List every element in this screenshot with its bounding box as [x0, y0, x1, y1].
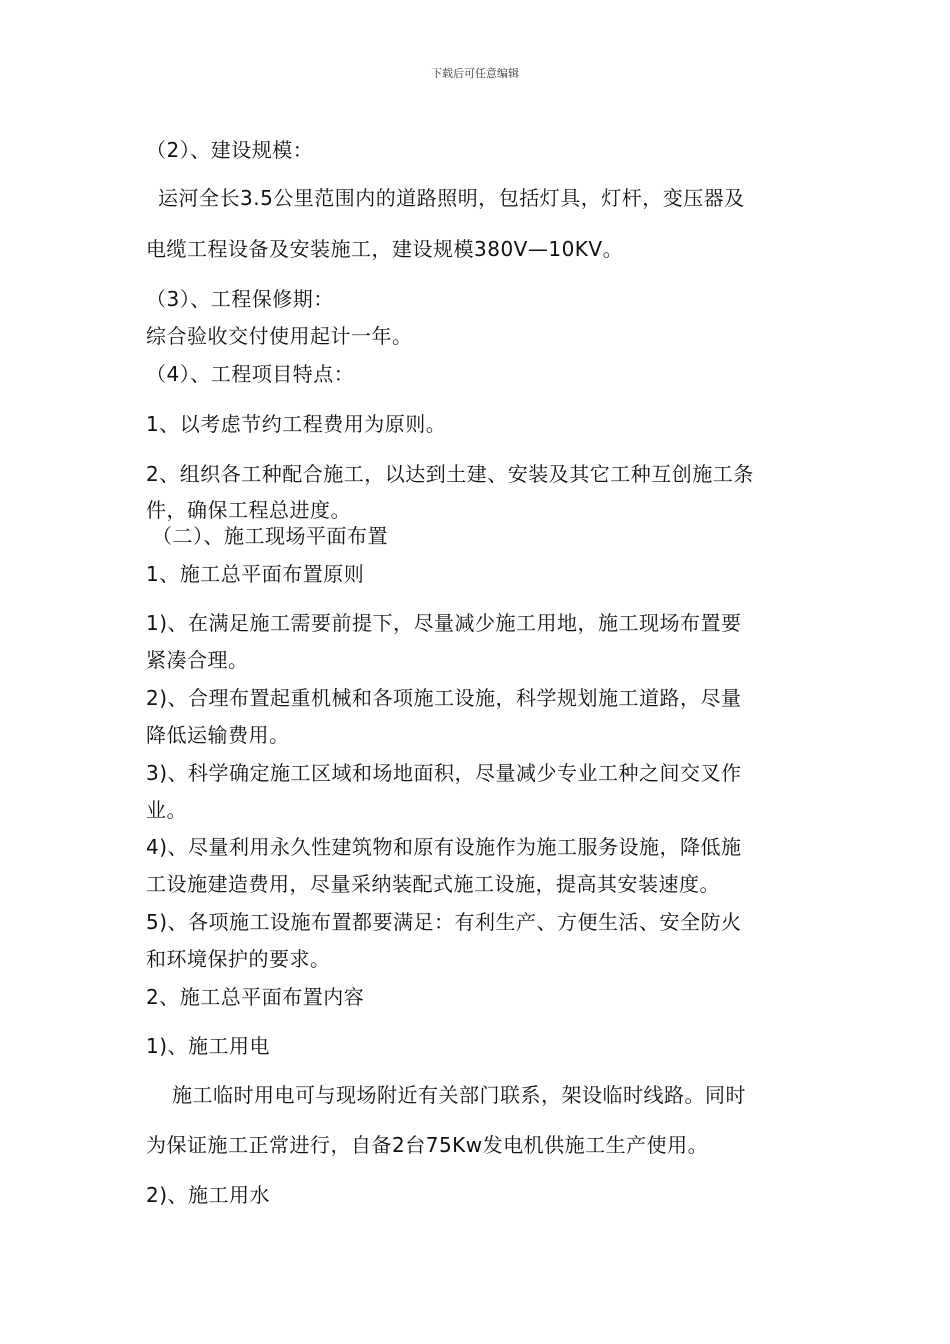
paragraph-line: 运河全长3.5公里范围内的道路照明，包括灯具，灯杆，变压器及	[158, 186, 745, 210]
paragraph-heading-scale: （2）、建设规模：	[146, 138, 314, 162]
paragraph-heading-power: 1)、施工用电	[146, 1034, 271, 1058]
paragraph-line: 综合验收交付使用起计一年。	[146, 324, 413, 348]
paragraph-line: 5)、各项施工设施布置都要满足：有利生产、方便生活、安全防火	[146, 910, 742, 934]
section-heading-site-layout: （二）、施工现场平面布置	[152, 524, 388, 548]
paragraph-heading-water: 2)、施工用水	[146, 1183, 271, 1207]
paragraph-line: 工设施建造费用，尽量采纳装配式施工设施，提高其安装速度。	[146, 872, 720, 896]
paragraph-line: 降低运输费用。	[146, 723, 290, 747]
paragraph-line: 1、以考虑节约工程费用为原则。	[146, 412, 447, 436]
paragraph-heading-features: （4）、工程项目特点：	[146, 362, 355, 386]
paragraph-line: 2、组织各工种配合施工，以达到土建、安装及其它工种互创施工条	[146, 462, 754, 486]
paragraph-line: 件，确保工程总进度。	[146, 498, 351, 522]
paragraph-line: 业。	[146, 798, 187, 822]
paragraph-line: 电缆工程设备及安装施工，建设规模380V—10KV。	[146, 237, 624, 261]
paragraph-line: 4)、尽量利用永久性建筑物和原有设施作为施工服务设施，降低施	[146, 835, 742, 859]
paragraph-line: 和环境保护的要求。	[146, 947, 331, 971]
paragraph-heading-contents: 2、施工总平面布置内容	[146, 985, 365, 1009]
paragraph-line: 紧凑合理。	[146, 648, 249, 672]
paragraph-line: 施工临时用电可与现场附近有关部门联系，架设临时线路。同时	[172, 1083, 746, 1107]
paragraph-heading-principles: 1、施工总平面布置原则	[146, 562, 365, 586]
paragraph-line: 3)、科学确定施工区域和场地面积，尽量减少专业工种之间交叉作	[146, 761, 742, 785]
paragraph-line: 为保证施工正常进行，自备2台75Kw发电机供施工生产使用。	[146, 1133, 709, 1157]
paragraph-line: 2)、合理布置起重机械和各项施工设施，科学规划施工道路，尽量	[146, 686, 742, 710]
page-header: 下载后可任意编辑	[431, 67, 519, 80]
paragraph-line: 1)、在满足施工需要前提下，尽量减少施工用地，施工现场布置要	[146, 611, 742, 635]
paragraph-heading-warranty: （3）、工程保修期：	[146, 287, 334, 311]
